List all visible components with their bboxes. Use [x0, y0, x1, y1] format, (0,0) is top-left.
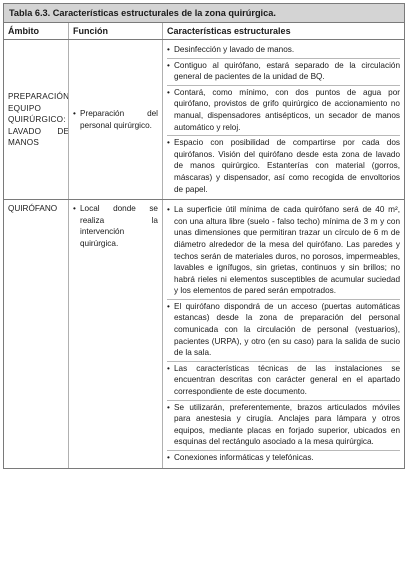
- bullet-icon: •: [167, 453, 170, 462]
- list-item: [167, 203, 400, 300]
- table-title: Tabla 6.3. Características estructurales de la zona quirúrgica.: [4, 4, 404, 23]
- row-ambito-cell: [4, 200, 68, 467]
- bullet-icon: •: [167, 402, 170, 412]
- table-6-3: [3, 3, 405, 469]
- row-ambito: PREPARACIÓN EQUIPO QUIRÚRGICO: LAVADO DE MANOS: [8, 92, 70, 148]
- funcion-bullet: [73, 108, 158, 131]
- list-item: [167, 136, 400, 197]
- item-text: Espacio con posibilidad de compartirse por cada dos quirófanos. Visión del quirófano desde esta zona de lavado de manos quirúrgico. Estanterías con material (gorros, máscaras) y dispensador, así como recogida de envoltorios de papel.: [174, 138, 400, 194]
- list-item: [167, 86, 400, 136]
- bullet-icon: •: [167, 205, 170, 215]
- bullet-icon: •: [73, 109, 76, 119]
- item-text: Contará, como mínimo, con dos puntos de agua por quirófano, provistos de grifo quirúrgico de accionamiento no manual, dispensadores antisépticos, un secador de manos automático y reloj.: [174, 87, 400, 132]
- item-text: Se utilizarán, preferentemente, brazos articulados móviles para anestesia y cirugía. Anclajes para lámpara y otros equipos, mediante placas en forjado superior, ubicados en esquinas del rectángulo asociado a la mesa quirúrgica.: [174, 402, 400, 447]
- bullet-icon: •: [167, 363, 170, 373]
- bullet-icon: •: [167, 87, 170, 97]
- bullet-icon: •: [167, 301, 170, 311]
- row-ambito: QUIRÓFANO: [8, 204, 58, 214]
- header-caracteristicas: Características estructurales: [162, 23, 404, 39]
- row-funcion-cell: [68, 40, 162, 199]
- table-row: [4, 199, 404, 467]
- list-item: [167, 43, 400, 59]
- header-ambito: Ámbito: [8, 26, 39, 36]
- row-funcion: Preparación del personal quirúrgico.: [80, 109, 158, 131]
- bullet-icon: •: [167, 60, 170, 70]
- list-item: [167, 59, 400, 86]
- item-text: Conexiones informáticas y telefónicas.: [174, 453, 314, 462]
- header-funcion: Función: [68, 23, 162, 39]
- bullet-icon: •: [73, 204, 76, 214]
- list-item: [167, 451, 400, 466]
- row-caracteristicas: [162, 200, 404, 467]
- item-text: El quirófano dispondrá de un acceso (puertas automáticas estancas) desde la zona de preparación del personal comunicada con la circulación de personal (vestuarios), pacientes (URPA), y otro (en su caso) para la salida de sucio de la sala.: [174, 301, 400, 358]
- row-funcion-cell: [68, 200, 162, 467]
- row-funcion: Local donde se realiza la intervención quirúrgica.: [80, 204, 158, 248]
- list-item: [167, 300, 400, 362]
- list-item: [167, 362, 400, 401]
- row-ambito-cell: [4, 40, 68, 199]
- row-caracteristicas: [162, 40, 404, 199]
- funcion-bullet: [73, 203, 158, 249]
- table-header-row: [4, 23, 404, 40]
- item-text: Las características técnicas de las instalaciones se encuentran descritas con carácter general en el apartado correspondiente de este documento.: [174, 363, 400, 397]
- item-text: La superficie útil mínima de cada quirófano será de 40 m², con una altura libre (suelo - falso techo) mínima de 3 m y con unas dimensiones que permitiran trazar un círculo de 6 m de diámetro alrededor de la mesa del quirófano. Las paredes y techos serán de materiales duros, no porosos, impermeables, lavables e ignífugos, sin grietas, continuos y sin brillos; no habrá rieles ni elementos susceptibles de acumular suciedad y los elementos de pared serán empotrados.: [174, 205, 400, 296]
- item-text: Contiguo al quirófano, estará separado de la circulación general de pacientes de la unidad de BQ.: [174, 60, 400, 82]
- table-row: [4, 40, 404, 199]
- bullet-icon: •: [167, 45, 170, 54]
- list-item: [167, 401, 400, 451]
- item-text: Desinfección y lavado de manos.: [174, 45, 295, 54]
- bullet-icon: •: [167, 138, 170, 148]
